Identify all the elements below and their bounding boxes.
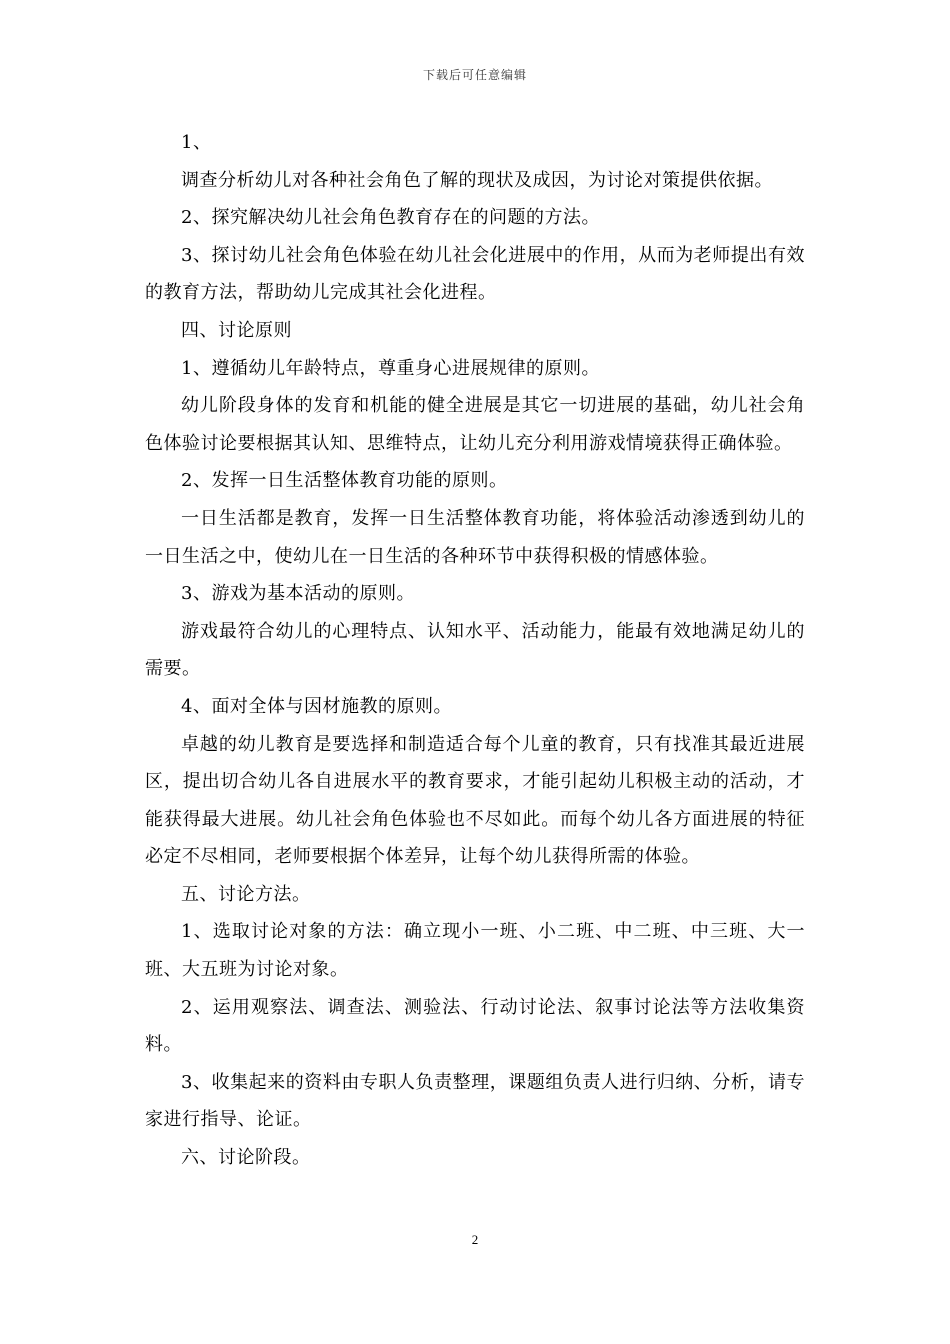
paragraph: 2、探究解决幼儿社会角色教育存在的问题的方法。 bbox=[181, 207, 600, 229]
section-heading: 五、讨论方法。 bbox=[181, 883, 311, 905]
paragraph: 幼儿阶段身体的发育和机能的健全进展是其它一切进展的基础，幼儿社会角色体验讨论要根据其认知、思维特点，让幼儿充分利用游戏情境获得正确体验。 bbox=[145, 395, 805, 454]
paragraph: 1、 bbox=[181, 132, 212, 153]
paragraph: 2、运用观察法、调查法、测验法、行动讨论法、叙事讨论法等方法收集资料。 bbox=[145, 996, 805, 1056]
paragraph: 4、面对全体与因材施教的原则。 bbox=[181, 695, 452, 717]
paragraph: 3、收集起来的资料由专职人负责整理，课题组负责人进行归纳、分析，请专家进行指导、论证。 bbox=[145, 1071, 805, 1131]
section-heading: 四、讨论原则 bbox=[181, 319, 292, 341]
paragraph: 3、游戏为基本活动的原则。 bbox=[181, 583, 415, 605]
paragraph: 1、选取讨论对象的方法：确立现小一班、小二班、中二班、中三班、大一班、大五班为讨论对象。 bbox=[145, 921, 805, 981]
section-heading: 六、讨论阶段。 bbox=[181, 1147, 311, 1169]
paragraph: 1、遵循幼儿年龄特点，尊重身心进展规律的原则。 bbox=[181, 357, 600, 379]
page-header: 下载后可任意编辑 bbox=[422, 68, 527, 82]
paragraph: 调查分析幼儿对各种社会角色了解的现状及成因，为讨论对策提供依据。 bbox=[181, 169, 773, 191]
paragraph: 卓越的幼儿教育是要选择和制造适合每个儿童的教育，只有找准其最近进展区，提出切合幼儿各自进展水平的教育要求，才能引起幼儿积极主动的活动，才能获得最大进展。幼儿社会角色体验也不尽如此。而每个幼儿各方面进展的特征必定不尽相同，老师要根据个体差异，让每个幼儿获得所需的体验。 bbox=[145, 733, 805, 868]
paragraph: 一日生活都是教育，发挥一日生活整体教育功能，将体验活动渗透到幼儿的一日生活之中，使幼儿在一日生活的各种环节中获得积极的情感体验。 bbox=[145, 507, 805, 567]
paragraph: 2、发挥一日生活整体教育功能的原则。 bbox=[181, 470, 508, 492]
paragraph: 游戏最符合幼儿的心理特点、认知水平、活动能力，能最有效地满足幼儿的需要。 bbox=[145, 620, 805, 680]
page-number: 2 bbox=[471, 1232, 479, 1247]
paragraph: 3、探讨幼儿社会角色体验在幼儿社会化进展中的作用，从而为老师提出有效的教育方法，帮助幼儿完成其社会化进程。 bbox=[145, 244, 805, 304]
document-body bbox=[145, 124, 805, 1177]
